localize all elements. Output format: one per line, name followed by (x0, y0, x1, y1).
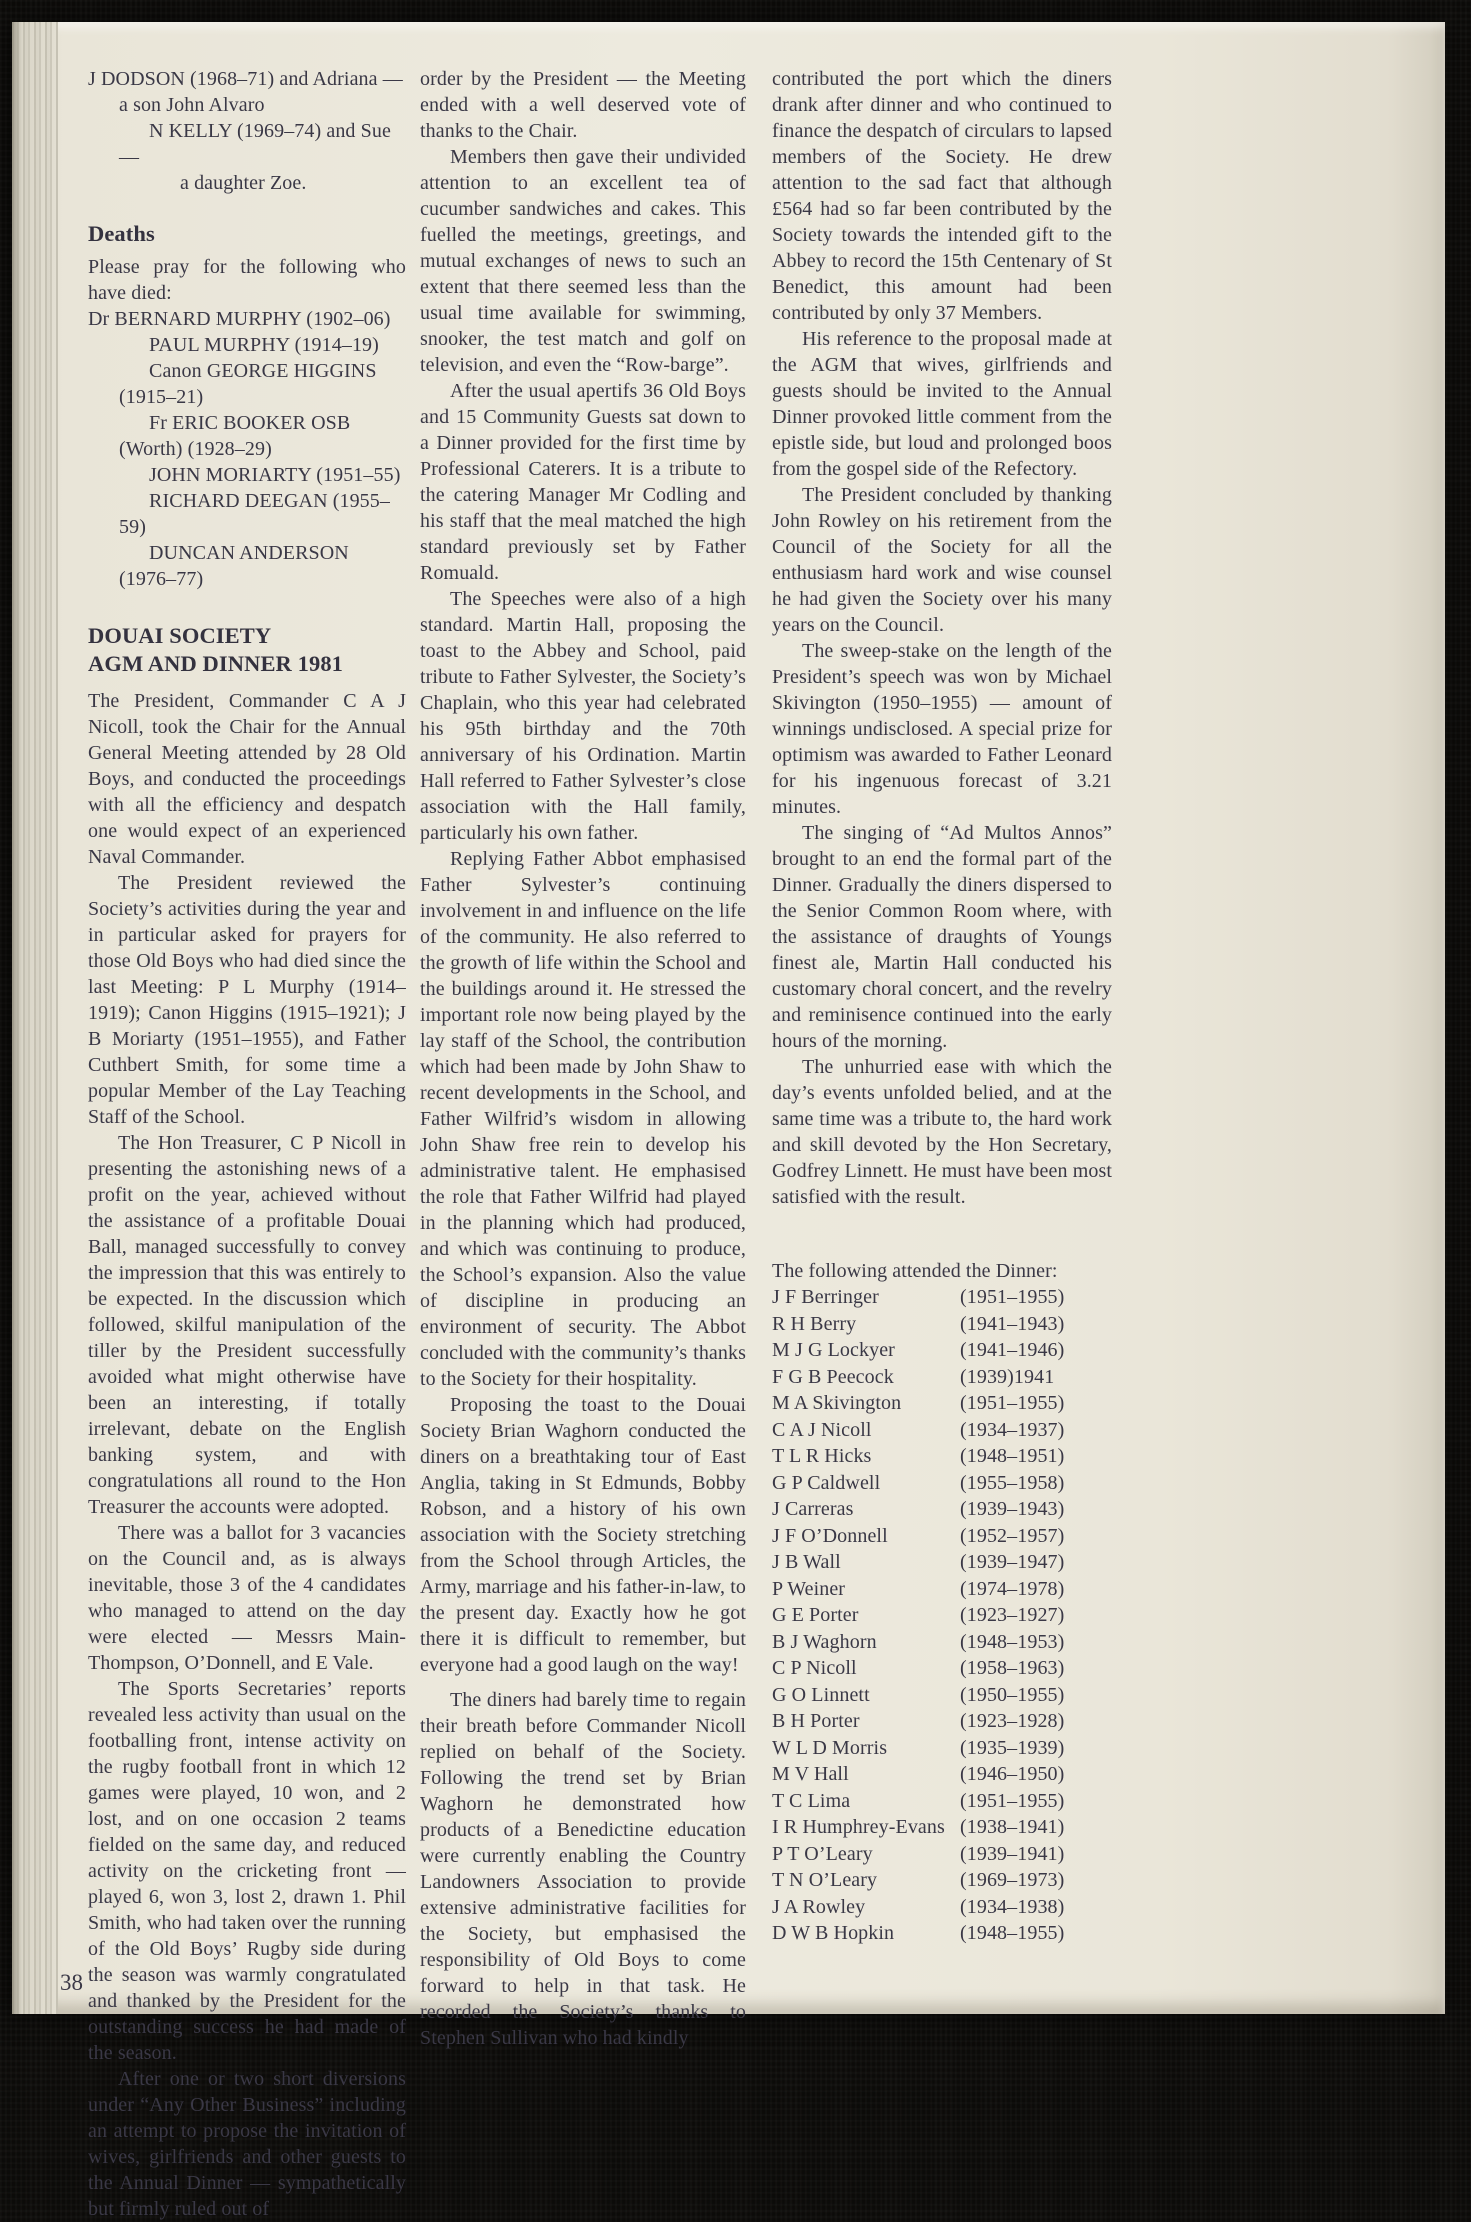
attendee-name: F G B Peecock (772, 1365, 894, 1388)
attendee-years: (1934–1937) (960, 1418, 1065, 1441)
paragraph: After one or two short diversions under “Any Other Business” including an attempt to propose the invitation of wives, girlfriends and other guests to the Annual Dinner — sympathetically but firmly ruled out of (88, 2068, 406, 2220)
attendee-row (772, 1337, 1124, 1364)
attendee-name: C A J Nicoll (772, 1418, 872, 1441)
attendee-years: (1948–1955) (960, 1922, 1065, 1944)
attendee-years: (1923–1927) (960, 1604, 1065, 1626)
attendee-name: R H Berry (772, 1312, 857, 1335)
attendee-row (772, 1894, 1124, 1921)
paragraph: The sweep-stake on the length of the President’s speech was won by Michael Skivington (1950–1955) — amount of winnings undisclosed. A special prize for optimism was awarded to Father Leonard for his ingenuous forecast of 3.21 minutes. (772, 640, 1112, 818)
attendee-name: G O Linnett (772, 1683, 870, 1706)
paragraph: order by the President — the Meeting ended with a well deserved vote of thanks to the Chair. (420, 68, 746, 142)
attendee-name: P T O’Leary (772, 1842, 873, 1865)
attendee-years: (1935–1939) (960, 1736, 1065, 1759)
attendee-years: (1958–1963) (960, 1657, 1065, 1679)
attendee-name: G P Caldwell (772, 1471, 881, 1494)
attendee-row (772, 1364, 1124, 1391)
left-column (88, 66, 406, 2222)
attendee-row (772, 1867, 1124, 1894)
death-entry: RICHARD DEEGAN (1955–59) (119, 490, 390, 538)
attendee-row (772, 1576, 1124, 1603)
death-entry: Dr BERNARD MURPHY (1902–06) (88, 308, 391, 330)
attendees-heading: The following attended the Dinner: (772, 1260, 1058, 1282)
attendee-years: (1923–1928) (960, 1710, 1065, 1732)
attendee-row (772, 1841, 1124, 1868)
attendee-row (772, 1443, 1124, 1470)
paragraph: His reference to the proposal made at the AGM that wives, girlfriends and guests should be invited to the Annual Dinner provoked little comment from the epistle side, but loud and prolonged boos from the gospel side of the Refectory. (772, 328, 1112, 480)
attendee-years: (1952–1957) (960, 1524, 1065, 1547)
attendee-name: I R Humphrey-Evans (772, 1816, 945, 1838)
death-entry: PAUL MURPHY (1914–19) (149, 334, 379, 356)
attendee-row (772, 1417, 1124, 1444)
birth-entry (88, 118, 406, 196)
right-column-paragraphs (772, 66, 1112, 1210)
attendee-years: (1950–1955) (960, 1683, 1065, 1706)
attendee-row (772, 1470, 1124, 1497)
attendees-list (772, 1284, 1124, 1947)
paragraph: Replying Father Abbot emphasised Father Sylvester’s continuing involvement in and influence on the life of the community. He also referred to the growth of life within the School and the buildings around it. He stressed the important role now being played by the lay staff of the School, the contribution which had been made by John Shaw to recent developments in the School, and Father Wilfrid’s wisdom in allowing John Shaw free rein to develop his administrative talent. He emphasised the role that Father Wilfrid had played in the planning which had produced, and which was continuing to produce, the School’s expansion. Also the value of discipline in producing an environment of security. The Abbot concluded with the community’s thanks to the Society for their hospitality. (420, 848, 746, 1390)
birth-entry-line1: J DODSON (1968–71) and Adriana — (88, 68, 403, 90)
attendee-row (772, 1549, 1124, 1576)
scanned-page (12, 22, 1445, 2220)
section-heading-line1: DOUAI SOCIETY (88, 623, 272, 648)
paragraph: The unhurried ease with which the day’s events unfolded belied, and at the same time was a tribute to, the hard work and skill devoted by the Hon Secretary, Godfrey Linnett. He must have been most satisfied with the result. (772, 1056, 1112, 1208)
death-entry: JOHN MORIARTY (1951–55) (149, 464, 401, 486)
attendee-years: (1939–1943) (960, 1498, 1065, 1520)
paragraph: There was a ballot for 3 vacancies on the Council and, as is always inevitable, those 3 of the 4 candidates who managed to attend on the day were elected — Messrs Main-Thompson, O’Donnell, and E Vale. (88, 1522, 406, 1674)
deaths-intro: Please pray for the following who have died: (88, 256, 406, 304)
attendee-row (772, 1708, 1124, 1735)
attendee-name: M V Hall (772, 1763, 849, 1785)
attendee-name: B J Waghorn (772, 1630, 877, 1653)
paragraph: Proposing the toast to the Douai Society Brian Waghorn conducted the diners on a breathtaking tour of East Anglia, taking in St Edmunds, Bobby Robson, and a history of his own association with the Society stretching from the School through Articles, the Army, marriage and his father-in-law, to the present day. Exactly how he got there it is difficult to remember, but everyone had a good laugh on the way! (420, 1394, 746, 1676)
attendee-row (772, 1311, 1124, 1338)
paragraph: The President reviewed the Society’s activities during the year and in particular asked for prayers for those Old Boys who had died since the last Meeting: P L Murphy (1914–1919); Canon Higgins (1915–1921); J B Moriarty (1951–1955), and Father Cuthbert Smith, for some time a popular Member of the Lay Teaching Staff of the School. (88, 872, 406, 1128)
deaths-heading: Deaths (88, 221, 155, 246)
attendee-years: (1934–1938) (960, 1895, 1065, 1918)
paragraph: The singing of “Ad Multos Annos” brought to an end the formal part of the Dinner. Gradually the diners dispersed to the Senior Common Room where, with the assistance of draughts of Youngs finest ale, Martin Hall conducted his customary choral concert, and the revelry and reminisence continued into the early hours of the morning. (772, 822, 1112, 1052)
attendee-years: (1939–1941) (960, 1842, 1065, 1865)
attendee-years: (1955–1958) (960, 1471, 1065, 1494)
attendee-name: C P Nicoll (772, 1657, 857, 1679)
attendee-row (772, 1284, 1124, 1311)
attendee-name: M J G Lockyer (772, 1339, 895, 1361)
page-number: 38 (60, 1970, 83, 1995)
paragraph: The Hon Treasurer, C P Nicoll in presenting the astonishing news of a profit on the year, achieved without the assistance of a profitable Douai Ball, managed successfully to convey the impression that this was entirely to be expected. In the discussion which followed, skilful manipulation of the tiller by the President successfully avoided what might otherwise have been an interesting, if totally irrelevant, debate on the English banking system, and with congratulations all round to the Hon Treasurer the accounts were adopted. (88, 1132, 406, 1518)
attendee-row (772, 1788, 1124, 1815)
birth-entry-line2: a son John Alvaro (119, 94, 265, 116)
attendee-row (772, 1523, 1124, 1550)
attendee-row (772, 1390, 1124, 1417)
attendee-name: W L D Morris (772, 1736, 888, 1759)
middle-column-paragraphs (420, 66, 746, 2051)
middle-column (420, 66, 746, 2051)
attendee-row (772, 1496, 1124, 1523)
attendee-years: (1951–1955) (960, 1789, 1065, 1812)
attendee-name: J F O’Donnell (772, 1524, 888, 1547)
paragraph: The Speeches were also of a high standard. Martin Hall, proposing the toast to the Abbey and School, paid tribute to Father Sylvester, the Society’s Chaplain, who this year had celebrated his 95th birthday and the 70th anniversary of his Ordination. Martin Hall referred to Father Sylvester’s close association with the Hall family, particularly his own father. (420, 588, 746, 844)
attendee-years: (1946–1950) (960, 1763, 1065, 1785)
attendee-row (772, 1655, 1124, 1682)
death-entry: Fr ERIC BOOKER OSB (Worth) (1928–29) (119, 412, 351, 460)
attendee-name: T L R Hicks (772, 1445, 872, 1467)
attendee-years: (1974–1978) (960, 1577, 1065, 1600)
attendee-name: M A Skivington (772, 1392, 902, 1414)
attendee-years: (1948–1951) (960, 1445, 1065, 1467)
attendee-row (772, 1920, 1124, 1947)
attendee-years: (1969–1973) (960, 1869, 1065, 1891)
attendee-years: (1951–1955) (960, 1286, 1065, 1308)
birth-entry (88, 66, 406, 118)
attendee-name: B H Porter (772, 1710, 860, 1732)
attendee-years: (1941–1946) (960, 1339, 1065, 1361)
deaths-list (88, 306, 406, 592)
attendee-name: P Weiner (772, 1577, 846, 1600)
society-section-heading (88, 622, 406, 677)
attendee-years: (1939–1947) (960, 1551, 1065, 1573)
attendee-row (772, 1735, 1124, 1762)
attendee-years: (1951–1955) (960, 1392, 1065, 1414)
attendee-name: J A Rowley (772, 1895, 866, 1918)
paragraph: The President, Commander C A J Nicoll, took the Chair for the Annual General Meeting attended by 28 Old Boys, and conducted the proceedings with all the efficiency and despatch one would expect of an experienced Naval Commander. (88, 690, 406, 868)
births-list (88, 66, 406, 196)
attendee-years: (1939)1941 (960, 1365, 1055, 1388)
attendee-row (772, 1761, 1124, 1788)
paragraph: The diners had barely time to regain their breath before Commander Nicoll replied on behalf of the Society. Following the trend set by Brian Waghorn he demonstrated how products of a Benedictine education were currently enabling the Country Landowners Association to provide extensive administrative facilities for the Society, but emphasised the responsibility of Old Boys to come forward to help in that task. He recorded the Society’s thanks to Stephen Sullivan who had kindly (420, 1689, 746, 2049)
paragraph: The President concluded by thanking John Rowley on his retirement from the Council of the Society for all the enthusiasm hard work and wise counsel he had given the Society over his many years on the Council. (772, 484, 1112, 636)
left-column-paragraphs (88, 688, 406, 2222)
paragraph: The Sports Secretaries’ reports revealed less activity than usual on the footballing front, intense activity on the rugby football front in which 12 games were played, 10 won, and 2 lost, and on one occasion 2 teams fielded on the same day, and reduced activity on the cricketing front — played 6, won 3, lost 2, drawn 1. Phil Smith, who had taken over the running of the Old Boys’ Rugby side during the season was warmly congratulated and thanked by the President for the outstanding success he had made of the season. (88, 1678, 406, 2064)
attendee-years: (1938–1941) (960, 1816, 1065, 1838)
paragraph: contributed the port which the diners drank after dinner and who continued to finance the despatch of circulars to lapsed members of the Society. He drew attention to the sad fact that although £564 had so far been contributed by the Society towards the intended gift to the Abbey to record the 15th Centenary of St Benedict, this amount had been contributed by only 37 Members. (772, 68, 1112, 324)
attendee-row (772, 1629, 1124, 1656)
attendee-name: J B Wall (772, 1551, 841, 1573)
section-heading-line2: AGM AND DINNER 1981 (88, 650, 344, 676)
attendee-row (772, 1814, 1124, 1841)
attendees-section (772, 1258, 1124, 1947)
attendee-years: (1948–1953) (960, 1630, 1065, 1653)
attendee-name: T C Lima (772, 1789, 851, 1812)
birth-entry-line2: a daughter Zoe. (180, 172, 307, 194)
attendee-name: J Carreras (772, 1498, 854, 1520)
death-entry: DUNCAN ANDERSON (1976–77) (119, 542, 349, 590)
death-entry: Canon GEORGE HIGGINS (1915–21) (119, 360, 377, 408)
attendee-row (772, 1682, 1124, 1709)
right-column (772, 66, 1112, 1210)
attendee-name: D W B Hopkin (772, 1922, 895, 1944)
birth-entry-line1: N KELLY (1969–74) and Sue — (119, 120, 391, 168)
attendee-name: J F Berringer (772, 1286, 879, 1308)
attendee-row (772, 1602, 1124, 1629)
attendee-name: T N O’Leary (772, 1869, 878, 1891)
paragraph: After the usual apertifs 36 Old Boys and 15 Community Guests sat down to a Dinner provided for the first time by Professional Caterers. It is a tribute to the catering Manager Mr Codling and his staff that the meal matched the high standard previously set by Father Romuald. (420, 380, 746, 584)
attendee-years: (1941–1943) (960, 1312, 1065, 1335)
page-stack-edge (12, 22, 58, 2014)
paragraph: Members then gave their undivided attention to an excellent tea of cucumber sandwiches and cakes. This fuelled the meetings, greetings, and mutual exchanges of news to such an extent that there seemed less than the usual time available for swimming, snooker, the test match and golf on television, and even the “Row-barge”. (420, 146, 746, 376)
attendee-name: G E Porter (772, 1604, 859, 1626)
